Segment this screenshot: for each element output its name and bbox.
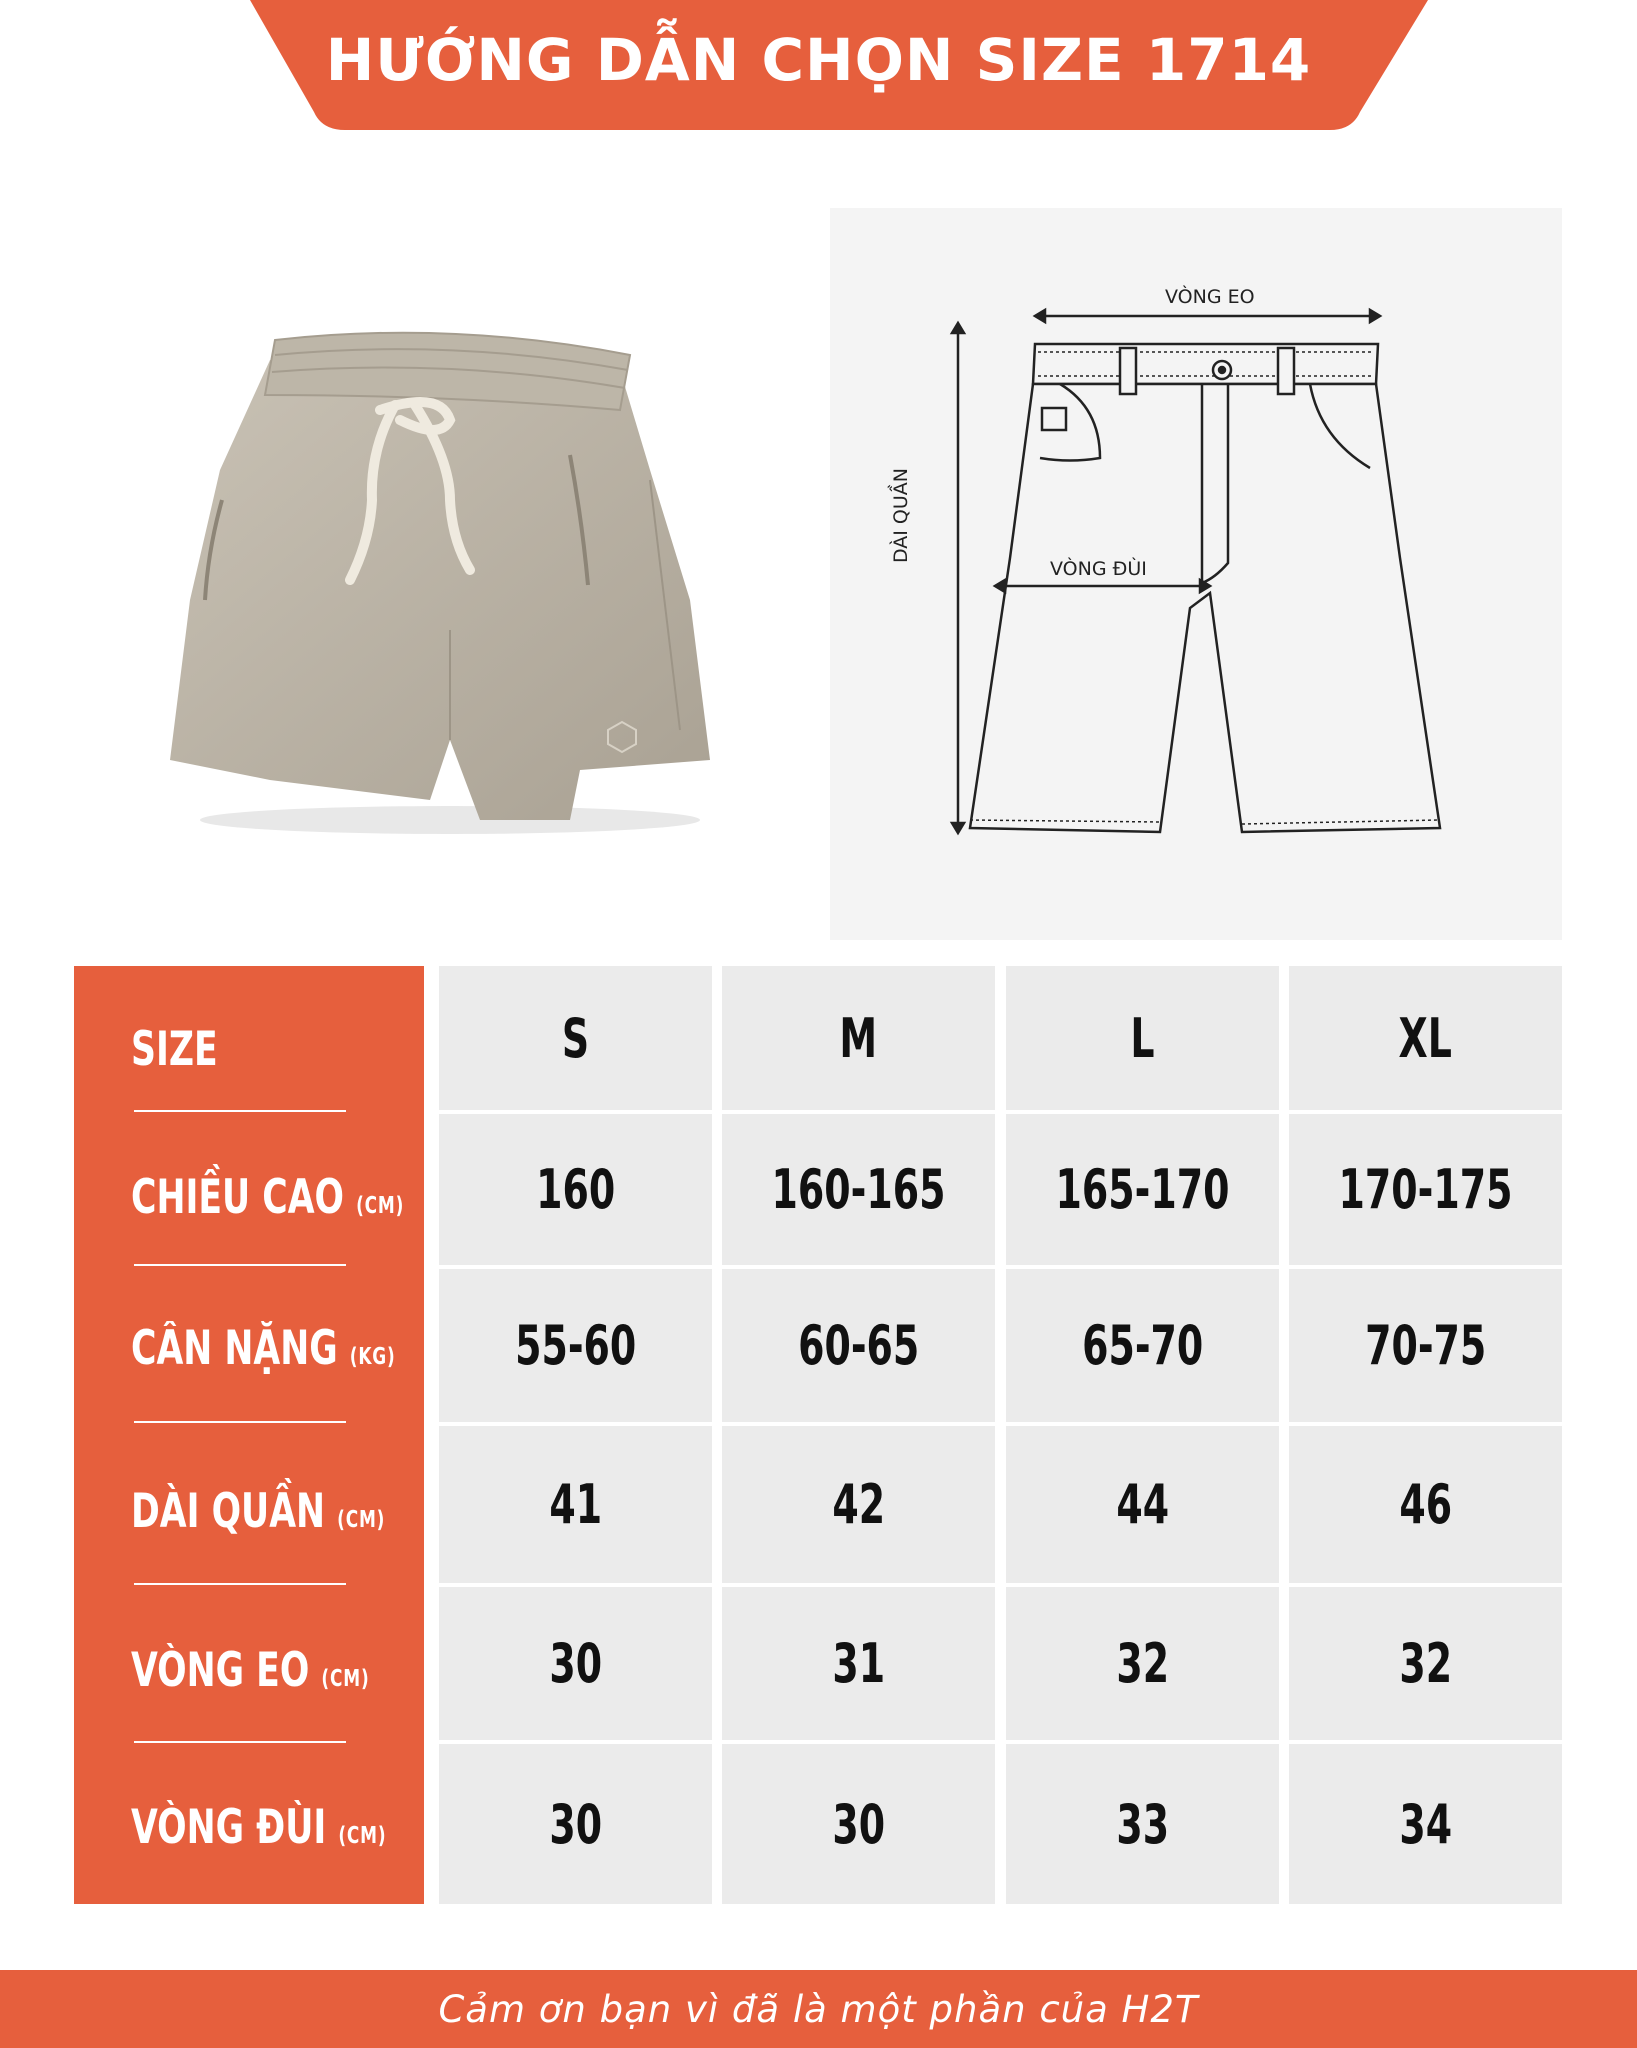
footer-thank-you-text: Cảm ơn bạn vì đã là một phần của H2T (438, 1987, 1199, 2031)
page-title: HƯỚNG DẪN CHỌN SIZE 1714 (325, 26, 1312, 94)
measurement-diagram (830, 208, 1562, 940)
size-header-label: SIZE (131, 1022, 218, 1077)
table-cell: 160-165 (722, 1114, 995, 1265)
table-cell: 160 (439, 1114, 712, 1265)
row-divider (134, 1583, 346, 1585)
row-divider (134, 1264, 346, 1266)
table-cell: 55-60 (439, 1269, 712, 1422)
row-label-height: CHIỀU CAO (CM) (131, 1170, 405, 1225)
table-cell: 41 (439, 1426, 712, 1583)
table-cell: 170-175 (1289, 1114, 1562, 1265)
table-cell: 30 (722, 1744, 995, 1904)
waist-measure-label: VÒNG EO (1165, 286, 1255, 308)
footer-banner (0, 1970, 1637, 2048)
table-cell: 42 (722, 1426, 995, 1583)
row-divider (134, 1110, 346, 1112)
table-cell: 165-170 (1006, 1114, 1279, 1265)
size-header-cell: M (722, 966, 995, 1110)
size-table-label-column (74, 966, 424, 1904)
table-cell: 46 (1289, 1426, 1562, 1583)
table-cell: 65-70 (1006, 1269, 1279, 1422)
table-cell: 30 (439, 1744, 712, 1904)
table-cell: 70-75 (1289, 1269, 1562, 1422)
table-cell: 32 (1006, 1587, 1279, 1740)
size-header-cell: L (1006, 966, 1279, 1110)
row-label-weight: CÂN NẶNG (KG) (131, 1321, 396, 1376)
header-banner (0, 0, 1637, 132)
table-cell: 30 (439, 1587, 712, 1740)
row-divider (134, 1741, 346, 1743)
table-cell: 31 (722, 1587, 995, 1740)
table-cell: 32 (1289, 1587, 1562, 1740)
row-label-thigh: VÒNG ĐÙI (CM) (131, 1800, 387, 1855)
table-cell: 44 (1006, 1426, 1279, 1583)
table-cell: 60-65 (722, 1269, 995, 1422)
product-photo (150, 300, 750, 860)
size-header-cell: S (439, 966, 712, 1110)
row-divider (134, 1421, 346, 1423)
row-label-length: DÀI QUẦN (CM) (131, 1484, 386, 1539)
row-label-waist: VÒNG EO (CM) (131, 1643, 370, 1698)
shorts-outline-illustration (830, 208, 1562, 940)
thigh-measure-label: VÒNG ĐÙI (1050, 558, 1147, 580)
table-cell: 34 (1289, 1744, 1562, 1904)
size-header-cell: XL (1289, 966, 1562, 1110)
table-cell: 33 (1006, 1744, 1279, 1904)
length-measure-label: DÀI QUẦN (890, 467, 912, 563)
